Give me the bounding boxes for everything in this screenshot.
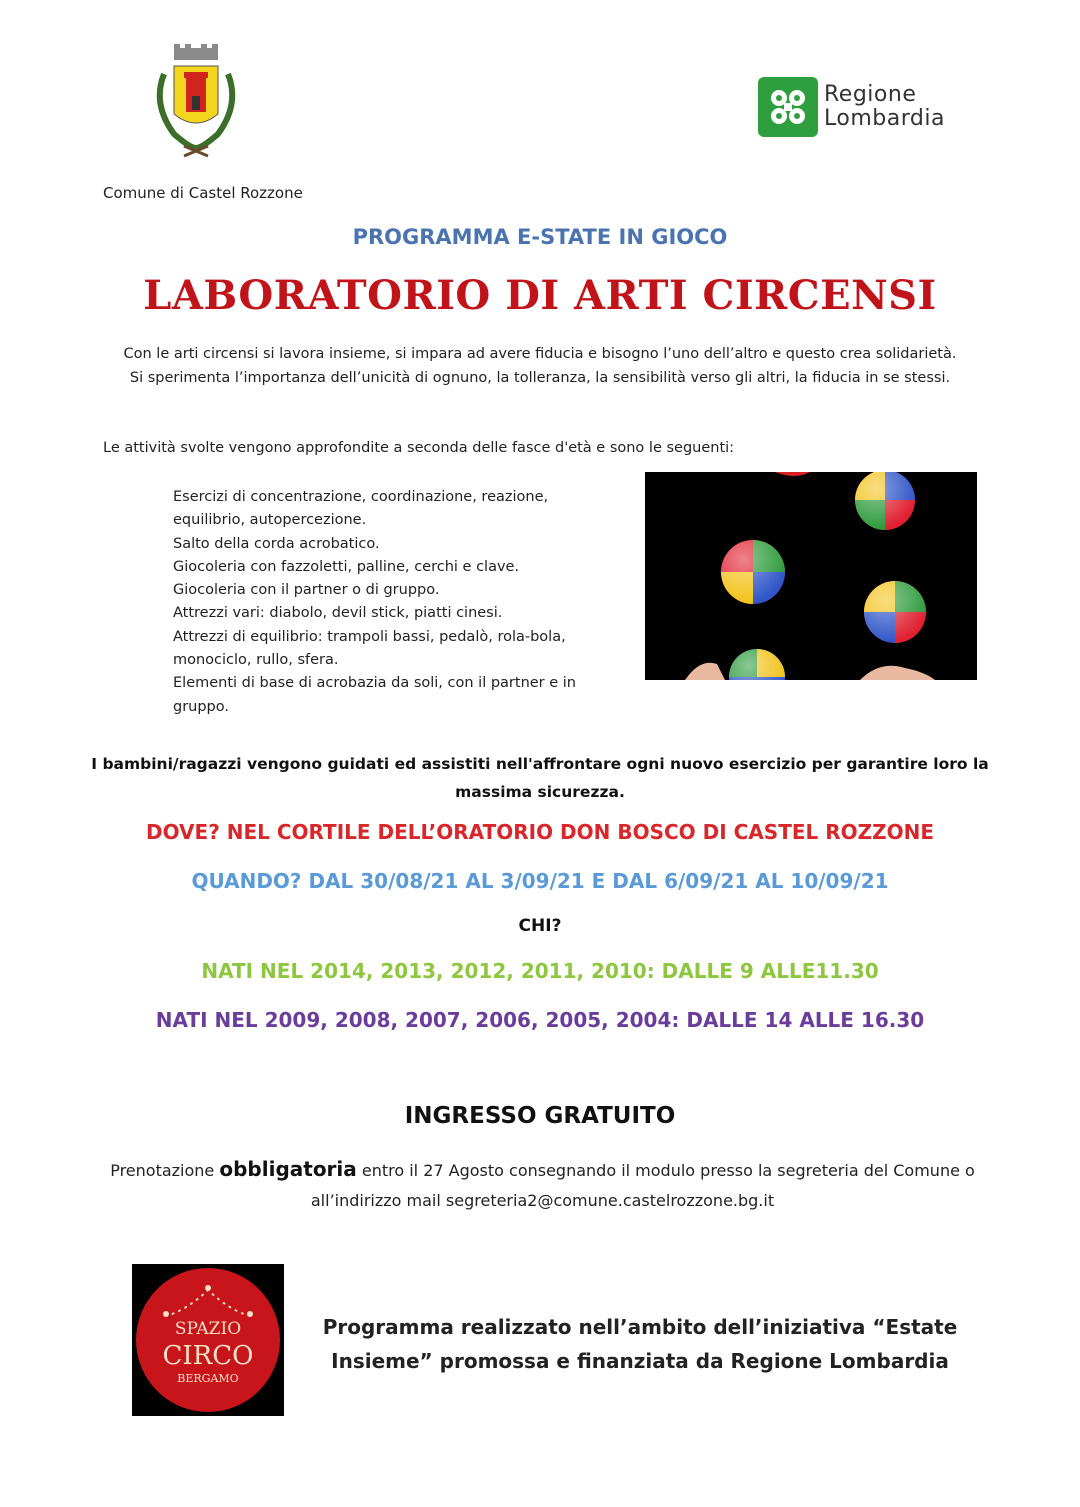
list-item: Giocoleria con fazzoletti, palline, cerchi e clave. [173, 558, 520, 575]
region-logo-line2: Lombardia [824, 106, 945, 131]
activities-intro: Le attività svolte vengono approfondite a seconda delle fasce d'età e sono le seguenti: [103, 440, 735, 456]
who-heading: CHI? [518, 916, 562, 936]
list-item: Attrezzi vari: diabolo, devil stick, piatti cinesi. [173, 605, 503, 622]
footer-note: Programma realizzato nell’ambito dell’iniziativa “Estate Insieme” promossa e finanziata da Regione Lombardia [322, 1315, 958, 1373]
group-2-schedule: NATI NEL 2009, 2008, 2007, 2006, 2005, 2004: DALLE 14 ALLE 16.30 [155, 1008, 925, 1032]
activities-list [173, 486, 613, 719]
list-item: Giocoleria con il partner o di gruppo. [173, 582, 440, 599]
booking-info [100, 1154, 985, 1216]
list-item: Attrezzi di equilibrio: trampoli bassi, pedalò, rola-bola, [173, 628, 566, 645]
intro-line-1: Con le arti circensi si lavora insieme, si impara ad avere fiducia e bisogno l’uno dell’altro e questo crea solidarietà. [123, 346, 957, 362]
list-item: Salto della corda acrobatico. [173, 535, 380, 552]
list-item: monociclo, rullo, sfera. [173, 652, 339, 669]
circo-line3: BERGAMO [177, 1372, 239, 1385]
comune-name: Comune di Castel Rozzone [103, 184, 303, 202]
spazio-circo-logo [132, 1264, 284, 1416]
booking-pre: Prenotazione [110, 1161, 220, 1180]
group-1-schedule: NATI NEL 2014, 2013, 2012, 2011, 2010: DALLE 9 ALLE11.30 [201, 959, 879, 983]
regione-lombardia-logo [758, 77, 978, 137]
juggling-balls-photo [645, 472, 977, 680]
castel-rozzone-crest [150, 44, 242, 160]
list-item: equilibrio, autopercezione. [173, 512, 367, 529]
when-info: QUANDO? DAL 30/08/21 AL 3/09/21 E DAL 6/09/21 AL 10/09/21 [191, 869, 889, 893]
intro-line-2: Si sperimenta l’importanza dell’unicità di ognuno, la tolleranza, la sensibilità verso gli altri, la fiducia in se stessi. [129, 370, 951, 386]
regione-lombardia-symbol-icon [758, 77, 818, 137]
circo-line1: SPAZIO [174, 1319, 242, 1339]
list-item: Esercizi di concentrazione, coordinazione, reazione, [173, 489, 549, 505]
list-item: Elementi di base di acrobazia da soli, con il partner e in [173, 675, 576, 692]
circo-line2: CIRCO [162, 1341, 254, 1371]
intro-text [60, 342, 1020, 390]
where-info: DOVE? NEL CORTILE DELL’ORATORIO DON BOSCO DI CASTEL ROZZONE [145, 820, 935, 844]
region-logo-line1: Regione [824, 82, 917, 107]
page-title: LABORATORIO DI ARTI CIRCENSI [143, 272, 937, 319]
booking-post: entro il 27 Agosto consegnando il modulo presso la segreteria del Comune o all’indirizzo mail segreteria2@comune.castelrozzone.bg.it [310, 1161, 975, 1210]
programma-heading: PROGRAMMA E-STATE IN GIOCO [352, 225, 728, 249]
list-item: gruppo. [173, 698, 229, 715]
booking-mandatory: obbligatoria [219, 1157, 357, 1181]
safety-note: I bambini/ragazzi vengono guidati ed assistiti nell'affrontare ogni nuovo esercizio per garantire loro la massima sicurezza. [91, 755, 989, 801]
free-entry-heading: INGRESSO GRATUITO [404, 1103, 676, 1129]
